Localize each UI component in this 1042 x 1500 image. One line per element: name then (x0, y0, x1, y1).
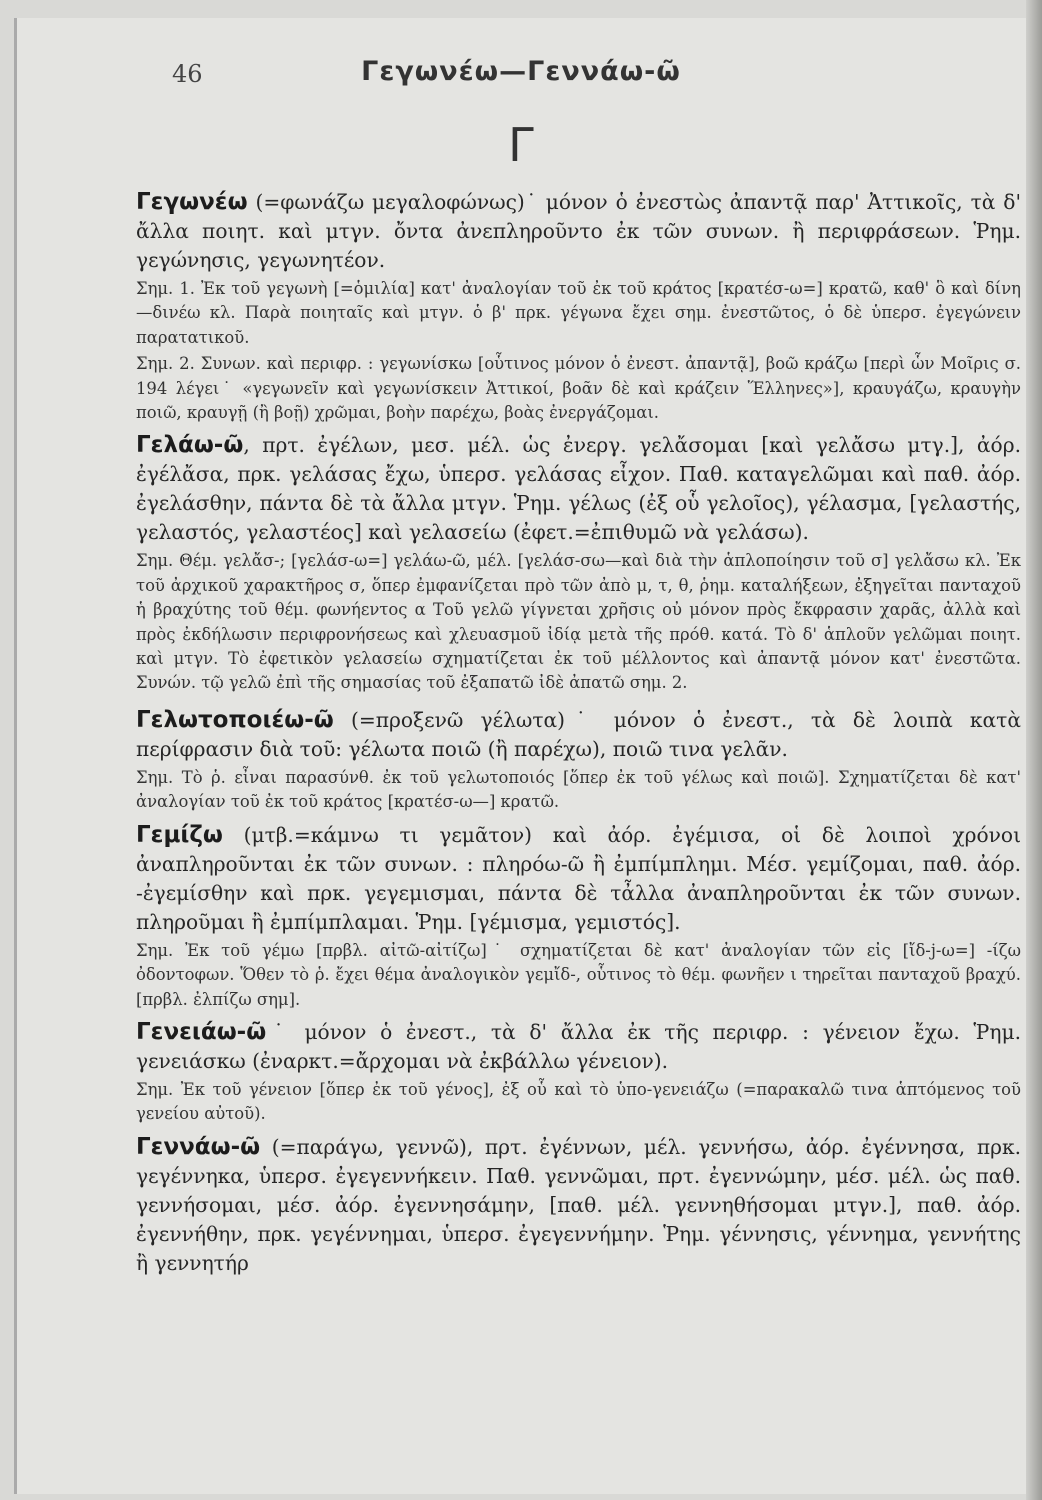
entry-note: Σημ. 1. Ἐκ τοῦ γεγωνὴ [=ὁμιλία] κατ' ἀναλογίαν τοῦ ἐκ τοῦ κράτος [κρατέσ-ω=] κρατῶ, καθ' ὃ καὶ δίνη—δινέω κλ. Παρὰ ποιηταῖς καὶ μτγν. ὁ β' πρκ. γέγωνα ἔχει σημ. ἐνεστῶτος, ὁ δὲ ὑπερσ. ἐγεγώνειν παρατατικοῦ. (136, 279, 1021, 347)
entry-body (136, 1018, 1021, 1076)
entry-note: Σημ. Ἐκ τοῦ γέμω [πρβλ. αἰτῶ-αἰτίζω]˙ σχηματίζεται δὲ κατ' ἀναλογίαν τῶν εἰς [ἴδ-j-ω=] -ίζω ὀδοντοφων. Ὅθεν τὸ ῥ. ἔχει θέμα ἀναλογικὸν γεμἴδ-, οὗτινος τὸ θέμ. φωνῆεν ι τηρεῖται πανταχοῦ βραχύ. [πρβλ. ἐλπίζω σημ]. (136, 940, 1021, 1009)
section-letter: Γ (508, 118, 534, 172)
entry-note: Σημ. Τὸ ῥ. εἶναι παρασύνθ. ἐκ τοῦ γελωτοποιός [ὅπερ ἐκ τοῦ γέλως καὶ ποιῶ]. Σχηματίζεται δὲ κατ' ἀναλογίαν τοῦ ἐκ τοῦ κράτος [κρατέσ-ω—] κρατῶ. (136, 767, 1021, 812)
entry-lemma: Γελωτοποιέω-ῶ (136, 706, 334, 733)
entry-gegoneo (136, 188, 1021, 425)
page-number: 46 (172, 60, 203, 88)
running-title: Γεγωνέω—Γεννάω-ῶ (361, 56, 681, 87)
entry-gelotopoieo (136, 706, 1021, 815)
entry-body (136, 706, 1021, 764)
entry-lemma: Γεννάω-ῶ (136, 1133, 261, 1160)
entry-definition: (=προξενῶ γέλωτα)˙ μόνον ὁ ἐνεστ., τὰ δὲ λοιπὰ κατὰ περίφρασιν διὰ τοῦ: γέλωτα ποιῶ (ἢ παρέχω), ποιῶ τινα γελᾶν. (136, 707, 1021, 761)
entry-body (136, 821, 1021, 937)
entry-definition: , πρτ. ἐγέλων, μεσ. μέλ. ὡς ἐνεργ. γελἄσομαι [καὶ γελἄσω μτγ.], ἀόρ. ἐγέλἄσα, πρκ. γελάσας ἔχω, ὑπερσ. γελάσας εἶχον. Παθ. καταγελῶμαι καὶ παθ. ἀόρ. ἐγελάσθην, πάντα δὲ τὰ ἄλλα μτγν. Ῥημ. γέλως (ἐξ οὗ γελοῖος), γέλασμα, [γελαστής, γελαστός, γελαστέος] καὶ γελασείω (ἐφετ.=ἐπιθυμῶ νὰ γελάσω). (136, 433, 1021, 545)
entry-note: Σημ. Ἐκ τοῦ γένειον [ὅπερ ἐκ τοῦ γένος], ἐξ οὗ καὶ τὸ ὑπο-γενειάζω (=παρακαλῶ τινα ἁπτόμενος τοῦ γενείου αὐτοῦ). (136, 1079, 1021, 1124)
entry-lemma: Γεγωνέω (136, 189, 248, 215)
entry-gemizo (136, 821, 1021, 1012)
entry-body (136, 1133, 1021, 1278)
entry-definition: (=φωνάζω μεγαλοφώνως)˙ μόνον ὁ ἐνεστὼς ἀπαντᾷ παρ' Ἀττικοῖς, τὰ δ' ἄλλα ποιητ. καὶ μτγν. ὄντα ἀνεπληροῦντο ἐκ τῶν συνων. ἢ περιφράσεων. Ῥημ. γεγώνησις, γεγωνητέον. (136, 190, 1021, 272)
page-header (0, 52, 1042, 92)
entry-definition: (=παράγω, γεννῶ), πρτ. ἐγέννων, μέλ. γεννήσω, ἀόρ. ἐγέννησα, πρκ. γεγέννηκα, ὑπερσ. ἐγεγεννήκειν. Παθ. γεννῶμαι, πρτ. ἐγεννώμην, μέσ. μέλ. ὡς παθ. γεννήσομαι, μέσ. ἀόρ. ἐγεννησάμην, [παθ. μέλ. γεννηθήσομαι μτγν.], παθ. ἀόρ. ἐγεννήθην, πρκ. γεγέννημαι, ὑπερσ. ἐγεγεννήμην. Ῥημ. γέννησις, γέννημα, γεννήτης ἢ γεννητήρ (136, 1134, 1021, 1275)
entry-lemma: Γελάω-ῶ (136, 432, 244, 459)
entry-body (136, 188, 1021, 275)
entry-definition: ˙ μόνον ὁ ἐνεστ., τὰ δ' ἄλλα ἐκ τῆς περιφρ. : γένειον ἔχω. Ῥημ. γενειάσκω (ἐναρκτ.=ἄρχομαι νὰ ἐκβάλλω γένειον). (136, 1019, 1021, 1073)
entry-definition: (μτβ.=κάμνω τι γεμᾶτον) καὶ ἀόρ. ἐγέμισα, οἱ δὲ λοιποὶ χρόνοι ἀναπληροῦνται ἐκ τῶν συνων. : πληρόω-ῶ ἢ ἐμπίμπλημι. Μέσ. γεμίζομαι, παθ. ἀόρ. -ἐγεμίσθην καὶ πρκ. γεγεμισμαι, πάντα δὲ τἆλλα ἀναπληροῦνται ἐκ τῶν συνων. πληροῦμαι ἢ ἐμπίμπλαμαι. Ῥημ. [γέμισμα, γεμιστός]. (136, 822, 1021, 934)
entry-gelao (136, 431, 1021, 695)
entry-lemma: Γενειάω-ῶ (136, 1018, 267, 1045)
entry-body (136, 431, 1021, 547)
entry-lemma: Γεμίζω (136, 821, 223, 848)
dictionary-content (136, 188, 1021, 1278)
entry-note: Σημ. Θέμ. γελἄσ-; [γελάσ-ω=] γελάω-ῶ, μέλ. [γελάσ-σω—καὶ διὰ τὴν ἁπλοποίησιν τοῦ σ] γελἄσω κλ. Ἐκ τοῦ ἀρχικοῦ χαρακτῆρος σ, ὅπερ ἐμφανίζεται πρὸ τῶν ἀπὸ μ, τ, θ, ῥημ. καταλήξεων, ἐξηγεῖται πανταχοῦ ἡ βραχύτης τοῦ θέμ. φωνήεντος α Τοῦ γελῶ γίγνεται χρῆσις οὐ μόνον πρὸς ἔκφρασιν χαρᾶς, ἀλλὰ καὶ πρὸς ἐκδήλωσιν περιφρονήσεως καὶ χλευασμοῦ ἰδίᾳ μετὰ τῆς πρόθ. κατά. Τὸ δ' ἁπλοῦν γελῶμαι ποιητ. καὶ μτγν. Τὸ ἐφετικὸν γελασείω σχηματίζεται ἐκ τοῦ μέλλοντος καὶ ἀπαντᾷ μόνον κατ' ἐνεστῶτα. Συνών. τῷ γελῶ ἐπὶ τῆς σημασίας τοῦ ἐξαπατῶ ἰδὲ ἀπατῶ σημ. 2. (136, 551, 1021, 693)
entry-gennao (136, 1133, 1021, 1278)
page-edge (1026, 0, 1042, 1500)
entry-geneiao (136, 1018, 1021, 1127)
entry-note: Σημ. 2. Συνων. καὶ περιφρ. : γεγωνίσκω [οὗτινος μόνον ὁ ἐνεστ. ἀπαντᾷ], βοῶ κράζω [περὶ ὧν Μοῖρις σ. 194 λέγει˙ «γεγωνεῖν καὶ γεγωνίσκειν Ἀττικοί, βοᾶν δὲ καὶ κράζειν Ἕλληνες»], κραυγάζω, κραυγὴν ποιῶ, κραυγῇ (ἢ βοῇ) χρῶμαι, βοὴν παρέχω, βοὰς ἐνεργάζομαι. (136, 354, 1021, 423)
